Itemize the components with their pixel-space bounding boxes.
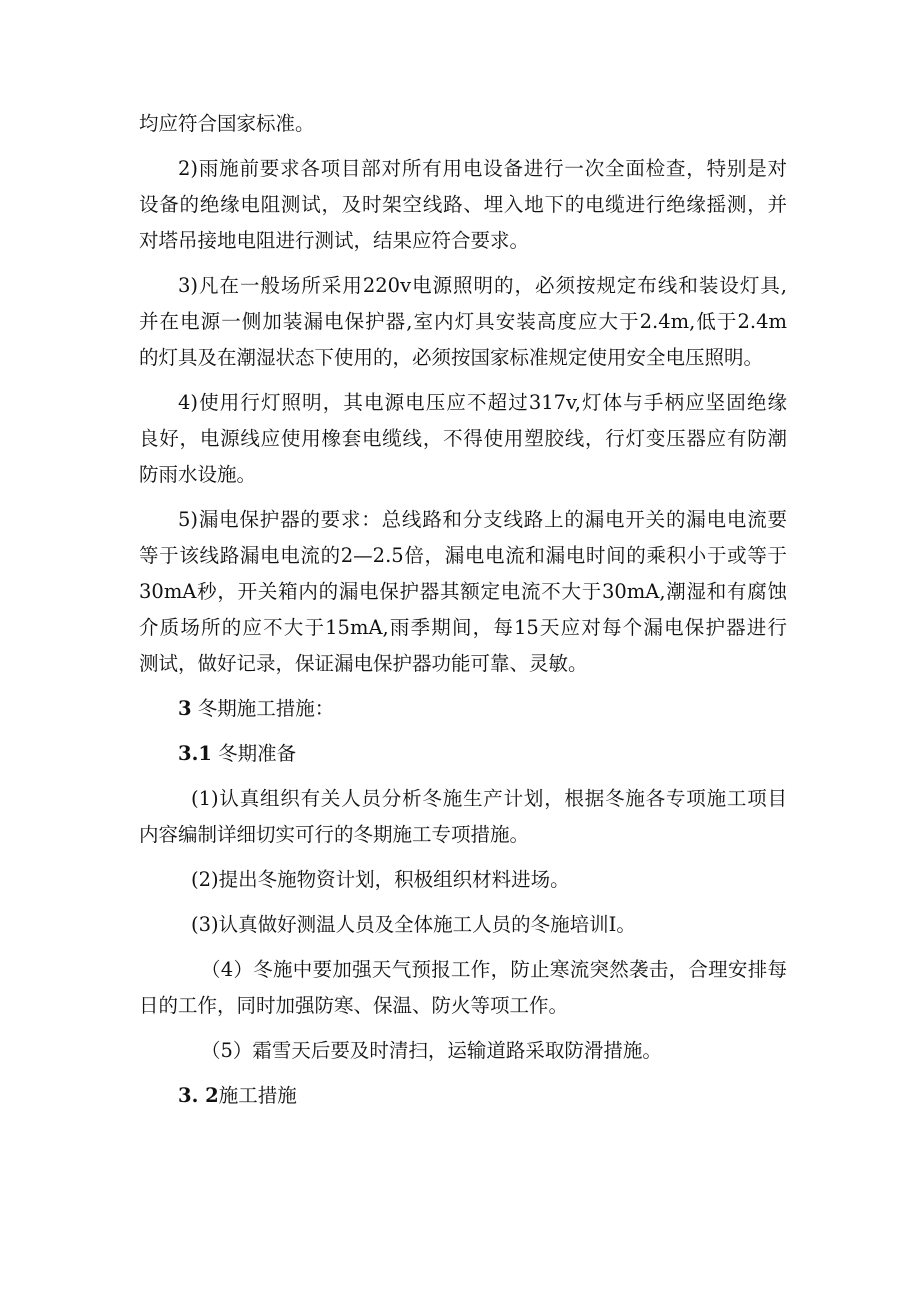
paragraph-gap (139, 259, 787, 268)
paragraph-gap (139, 142, 787, 151)
text-line: (2)提出冬施物资计划，积极组织材料进场。 (191, 868, 570, 891)
text-line: 并在电源一侧加装漏电保护器,室内灯具安装高度应大于2.4m,低于2.4m (139, 310, 787, 333)
section-title: 施工措施 (218, 1084, 297, 1107)
text-line: 介质场所的应不大于15mA,雨季期间，每15天应对每个漏电保护器进行 (139, 616, 787, 639)
text-line: 2)雨施前要求各项目部对所有用电设备进行一次全面检查，特别是对 (178, 157, 787, 180)
paragraph-gap (139, 376, 787, 385)
text-line: 3)凡在一般场所采用220v电源照明的，必须按规定布线和装设灯具, (178, 274, 787, 297)
paragraph-gap (139, 682, 787, 691)
paragraph-gap (139, 853, 787, 862)
text-line: 均应符合国家标准。 (139, 112, 315, 135)
text-line: 30mA秒，开关箱内的漏电保护器其额定电流不大于30mA,潮湿和有腐蚀 (139, 580, 787, 603)
paragraph-gap (139, 1069, 787, 1078)
text-line: (1)认真组织有关人员分析冬施生产计划，根据冬施各专项施工项目 (191, 787, 787, 810)
text-line: 4)使用行灯照明，其电源电压应不超过317v,灯体与手柄应坚固绝缘 (178, 391, 787, 414)
text-line (139, 736, 787, 772)
text-line: 的灯具及在潮湿状态下使用的，必须按国家标准规定使用安全电压照明。 (139, 346, 764, 369)
text-line: 防雨水设施。 (139, 463, 257, 486)
paragraph-gap (139, 493, 787, 502)
text-line: （4）冬施中要加强天气预报工作，防止寒流突然袭击，合理安排每 (201, 958, 787, 981)
paragraph-gap (139, 898, 787, 907)
text-line (139, 1078, 787, 1114)
section-number: 3. 2 (178, 1084, 219, 1107)
paragraph-gap (139, 772, 787, 781)
text-line: 内容编制详细切实可行的冬期施工专项措施。 (139, 823, 530, 846)
text-line: 等于该线路漏电电流的2—2.5倍，漏电电流和漏电时间的乘积小于或等于 (139, 544, 787, 567)
text-line: 良好，电源线应使用橡套电缆线，不得使用塑胶线，行灯变压器应有防潮 (139, 427, 787, 450)
paragraph-gap (139, 943, 787, 952)
text-line: 对塔吊接地电阻进行测试，结果应符合要求。 (139, 229, 530, 252)
document-body (139, 106, 787, 1114)
paragraph-gap (139, 727, 787, 736)
section-number: 3.1 (178, 742, 212, 765)
text-line: 测试，做好记录，保证漏电保护器功能可靠、灵敏。 (139, 652, 588, 675)
paragraph-gap (139, 1024, 787, 1033)
text-line: 设备的绝缘电阻测试，及时架空线路、埋入地下的电缆进行绝缘摇测，并 (139, 193, 787, 216)
text-line (139, 691, 787, 727)
section-number: 3 (178, 697, 192, 720)
text-line: (3)认真做好测温人员及全体施工人员的冬施培训I。 (191, 913, 636, 936)
text-line: 5)漏电保护器的要求：总线路和分支线路上的漏电开关的漏电电流要 (178, 508, 787, 531)
section-title: 冬期施工措施： (191, 697, 335, 720)
text-line: （5）霜雪天后要及时清扫，运输道路采取防滑措施。 (201, 1039, 662, 1062)
section-title: 冬期准备 (211, 742, 297, 765)
text-line: 日的工作，同时加强防寒、保温、防火等项工作。 (139, 994, 569, 1017)
